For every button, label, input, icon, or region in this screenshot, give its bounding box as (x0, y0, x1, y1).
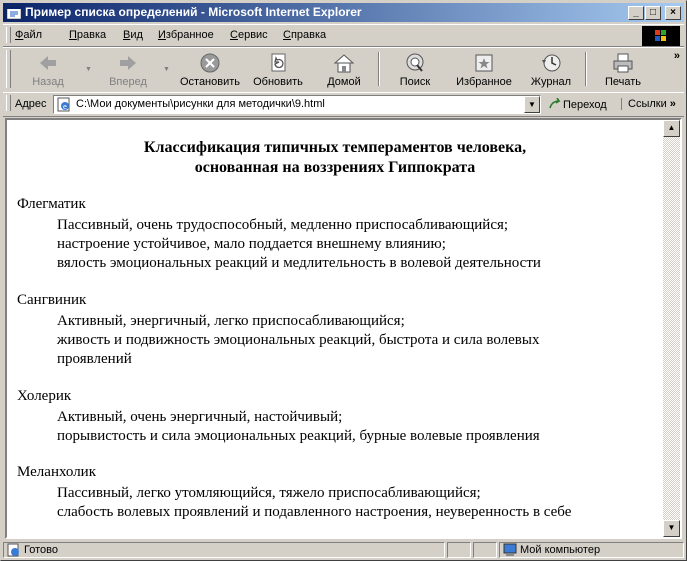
go-button[interactable]: Переход (549, 98, 607, 111)
term-sanguine: Сангвиник (17, 292, 87, 308)
forward-icon (117, 52, 139, 74)
toolbar-grip[interactable] (6, 50, 11, 88)
menu-tools[interactable]: Сервис (230, 29, 268, 41)
window-title: Пример списка определений - Microsoft Internet Explorer (25, 5, 362, 19)
computer-icon (502, 543, 518, 557)
menu-favorites[interactable]: Избранное (158, 29, 214, 41)
standard-toolbar (3, 47, 684, 93)
address-input[interactable] (53, 95, 541, 114)
refresh-icon (267, 52, 289, 74)
svg-text:e: e (63, 104, 67, 111)
definition-choleric: Активный, очень энергичный, настойчивый; порывистость и сила эмоциональных реакций, бурные волевые проявления (57, 409, 540, 444)
history-button[interactable]: Журнал (521, 50, 581, 90)
page-heading: Классификация типичных темпераментов человека, основанная на воззрениях Гиппократа (143, 139, 527, 176)
toolbar-more-button[interactable]: » (673, 50, 680, 62)
status-panel (3, 542, 445, 558)
address-bar (3, 92, 684, 117)
menu-file[interactable]: Файл (15, 29, 43, 41)
ie-icon (6, 5, 22, 20)
home-button[interactable]: Домой (317, 50, 371, 90)
content-area (5, 118, 682, 539)
stop-icon (199, 52, 221, 74)
address-grip[interactable] (6, 95, 11, 111)
stop-button[interactable]: Остановить (175, 50, 245, 90)
term-melancholic: Меланхолик (17, 464, 96, 480)
back-dropdown-icon[interactable]: ▼ (85, 66, 92, 73)
status-bar (3, 541, 684, 559)
vertical-scrollbar[interactable] (663, 120, 680, 537)
menu-help[interactable]: Справка (283, 29, 327, 41)
menu-grip[interactable] (6, 27, 11, 43)
print-button[interactable]: Печать (595, 50, 651, 90)
minimize-button[interactable]: _ (628, 6, 644, 20)
menu-edit[interactable]: Правка (69, 29, 107, 41)
scroll-down-button[interactable]: ▼ (663, 520, 680, 537)
toolbar-separator (378, 52, 380, 86)
windows-logo (642, 26, 680, 46)
history-icon (540, 52, 562, 74)
definition-sanguine: Активный, энергичный, легко приспосабливающийся; живость и подвижность эмоциональных реакций, быстрота и сила волевых проявлений (57, 313, 540, 367)
home-icon (333, 52, 355, 74)
search-icon (404, 52, 426, 74)
status-panel-empty (473, 542, 497, 558)
toolbar-separator (585, 52, 587, 86)
menu-view[interactable]: Вид (123, 29, 143, 41)
close-button[interactable]: × (665, 6, 681, 20)
page-status-icon (6, 543, 22, 557)
links-button[interactable]: Ссылки » (621, 98, 676, 110)
maximize-button[interactable]: □ (645, 6, 661, 20)
address-url: C:\Мои документы\рисунки для методички\9.html (76, 98, 325, 110)
back-button[interactable]: Назад (15, 50, 81, 90)
web-page (7, 120, 663, 537)
go-icon (549, 98, 563, 110)
favorites-icon (473, 52, 495, 74)
refresh-button[interactable]: Обновить (247, 50, 309, 90)
status-panel-empty (447, 542, 471, 558)
forward-dropdown-icon[interactable]: ▼ (163, 66, 170, 73)
status-text: Готово (24, 544, 58, 556)
menu-bar (3, 24, 684, 47)
favorites-button[interactable]: Избранное (449, 50, 519, 90)
scroll-up-button[interactable]: ▲ (663, 120, 680, 137)
term-choleric: Холерик (17, 388, 72, 404)
print-icon (612, 52, 634, 74)
definition-phlegmatic: Пассивный, очень трудоспособный, медленно приспосабливающийся; настроение устойчивое, мало поддается внешнему влиянию; вялость эмоциональных реакций и медлительность в волевой деятельности (57, 217, 541, 271)
title-bar (3, 3, 684, 22)
address-label: Адрес (15, 98, 47, 110)
page-icon (56, 97, 72, 112)
term-phlegmatic: Флегматик (17, 196, 86, 212)
zone-text: Мой компьютер (520, 544, 601, 556)
back-icon (37, 52, 59, 74)
address-dropdown-icon[interactable]: ▼ (524, 96, 540, 113)
search-button[interactable]: Поиск (387, 50, 443, 90)
zone-panel (499, 542, 684, 558)
forward-button[interactable]: Вперед (95, 50, 161, 90)
definition-melancholic: Пассивный, легко утомляющийся, тяжело приспосабливающийся; слабость волевых проявлений и подавленного настроения, неуверенность в себе (57, 485, 572, 520)
